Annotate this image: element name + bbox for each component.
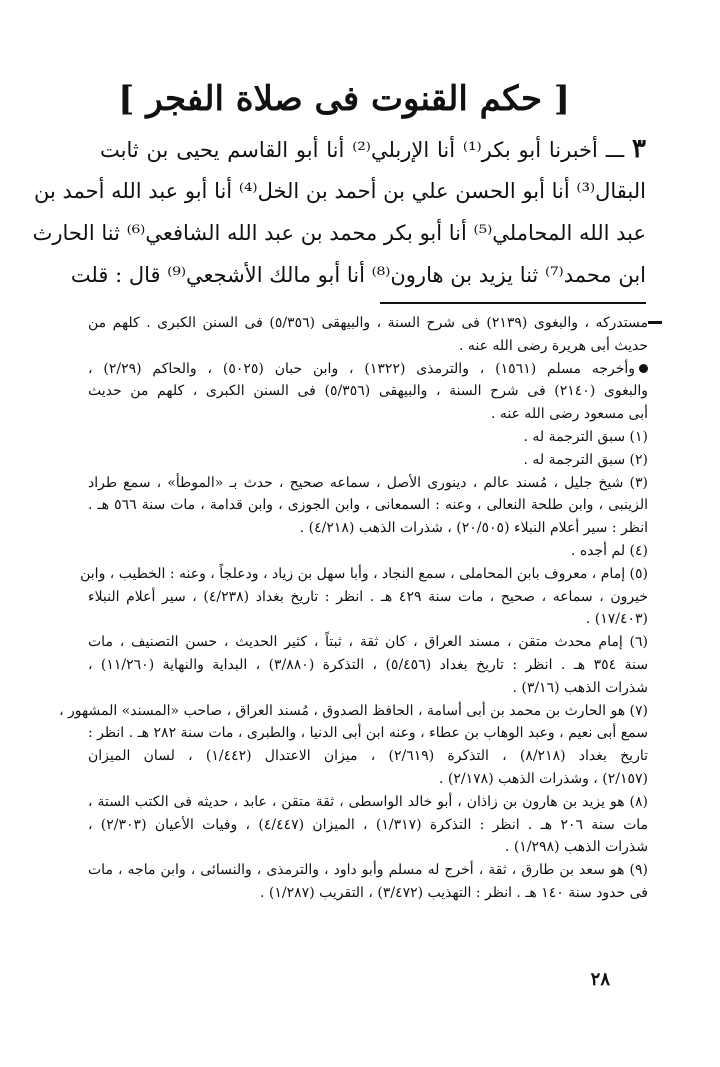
footnote-line bbox=[88, 631, 648, 654]
footnote-line bbox=[80, 563, 648, 586]
footnote-line bbox=[88, 882, 648, 905]
footnote-text: (٣) شيخ جليل ، مُسند عالم ، دينورى الأصل ، سماعه صحيح ، حدث بـ «الموطأ» ، سمع طراد bbox=[88, 474, 648, 491]
footnote-line bbox=[88, 814, 648, 837]
footnote-line bbox=[88, 494, 648, 517]
section-title: [ حكم القنوت فى صلاة الفجر ] bbox=[118, 79, 570, 119]
footnote-line bbox=[88, 859, 648, 882]
footnote-line bbox=[88, 517, 648, 540]
footnote-text: تاريخ بغداد (٨/٢١٨) ، التذكرة (٢/٦١٩) ، ميزان الاعتدال (١/٤٤٢) ، لسان الميزان bbox=[88, 748, 648, 765]
hadith-line-2: البقال⁽³⁾ أنا أبو الحسن علي بن أحمد بن الخل⁽⁴⁾ أنا أبو عبد الله أحمد بن bbox=[34, 179, 646, 203]
footnote-text: شذرات الذهب (٣/١٦) . bbox=[512, 679, 648, 696]
footnote-line bbox=[88, 380, 648, 403]
footnote-text: (٦) إمام محدث متقن ، مسند العراق ، كان ثقة ، ثبتاً ، كثير الحديث ، حسن التصنيف ، مات bbox=[88, 634, 648, 651]
footnote-line bbox=[88, 836, 648, 859]
hadith-line-3: عبد الله المحاملي⁽⁵⁾ أنا أبو بكر محمد بن عبد الله الشافعي⁽⁶⁾ ثنا الحارث bbox=[32, 221, 646, 245]
hadith-dash: ـــ bbox=[605, 138, 625, 162]
footnote-text: الزينبى ، وابن طلحة النعالى ، وعنه : السمعانى ، وابن الجوزى ، وابن قدامة ، مات سنة ٥٦٦ هـ . bbox=[88, 497, 648, 514]
footnote-text: (٢) سبق الترجمة له . bbox=[523, 451, 648, 468]
footnote-separator bbox=[380, 302, 646, 304]
footnote-text: سنة ٣٥٤ هـ . انظر : تاريخ بغداد (٥/٤٥٦) ، التذكرة (٣/٨٨٠) ، البداية والنهاية (١١/٢٦٠) ، bbox=[88, 656, 648, 673]
footnote-line bbox=[88, 540, 648, 563]
footnote-line bbox=[88, 403, 648, 426]
footnote-line bbox=[88, 586, 648, 609]
footnote-text: (٤) لم أجده . bbox=[570, 542, 648, 559]
footnote-line bbox=[88, 745, 648, 768]
footnote-line bbox=[88, 677, 648, 700]
footnote-line bbox=[88, 449, 648, 472]
footnote-text: مات سنة ٢٠٦ هـ . انظر : التذكرة (١/٣١٧) ، الميزان (٤/٤٤٧) ، وفيات الأعيان (٢/٣٠٣) ، bbox=[88, 816, 649, 833]
footnote-text: (١٧/٤٠٣) . bbox=[585, 611, 648, 628]
page-number: ٢٨ bbox=[590, 969, 610, 990]
hadith-line-4: ابن محمد⁽⁷⁾ ثنا يزيد بن هارون⁽⁸⁾ أنا أبو مالك الأشجعي⁽⁹⁾ قال : قلت bbox=[70, 263, 646, 287]
footnote-text: انظر : سير أعلام النبلاء (٢٠/٥٠٥) ، شذرات الذهب (٤/٢١٨) . bbox=[299, 520, 648, 537]
footnote-line bbox=[59, 700, 648, 723]
footnote-text: شذرات الذهب (١/٢٩٨) . bbox=[504, 839, 648, 856]
footnote-text: (١) سبق الترجمة له . bbox=[523, 428, 648, 445]
footnotes bbox=[59, 312, 649, 905]
hadith-number: ٣ bbox=[632, 134, 646, 164]
footnote-line bbox=[88, 472, 648, 495]
footnote-line bbox=[88, 608, 648, 631]
footnote-line bbox=[88, 654, 648, 677]
footnote-text: (٩) هو سعد بن طارق ، ثقة ، أخرج له مسلم وأبو داود ، والترمذى ، والنسائى ، وابن ماجه ، مات bbox=[88, 862, 648, 879]
footnote-text: حديث أبى هريرة رضى الله عنه . bbox=[458, 337, 648, 354]
hadith-line-1: ٣ ـــ أخبرنا أبو بكر⁽¹⁾ أنا الإربلي⁽²⁾ أنا أبو القاسم يحيى بن ثابت bbox=[100, 134, 646, 164]
footnote-text: (٧) هو الحارث بن محمد بن أبى أسامة ، الحافظ الصدوق ، مُسند العراق ، صاحب «المسند» المشهور ، bbox=[59, 702, 648, 719]
footnote-text: مستدركه ، والبغوى (٢١٣٩) فى شرح السنة ، والبيهقى (٥/٣٥٦) فى السنن الكبرى . كلهم من bbox=[88, 315, 648, 331]
footnote-line bbox=[88, 312, 648, 335]
footnote-text: وأخرجه مسلم (١٥٦١) ، والترمذى (١٣٢٢) ، وابن حبان (٥٠٢٥) ، والحاكم (٢/٢٩) ، bbox=[88, 360, 636, 377]
footnote-text: (٥) إمام ، معروف بابن المحاملى ، سمع النجاد ، وأبا سهل بن زياد ، ودعلجاً ، وعنه : الخطيب ، وابن bbox=[80, 565, 648, 582]
footnote-text: فى حدود سنة ١٤٠ هـ . انظر : التهذيب (٣/٤٧٢) ، التقريب (١/٢٨٧) . bbox=[260, 884, 648, 901]
continuation-mark bbox=[648, 321, 662, 324]
footnote-text: خيرون ، سماعه ، صحيح ، مات سنة ٤٢٩ هـ . انظر : تاريخ بغداد (٤/٢٣٨) ، سير أعلام النبلاء bbox=[88, 588, 648, 605]
footnote-text: أبى مسعود رضى الله عنه . bbox=[490, 406, 648, 423]
footnote-text: (٨) هو يزيد بن هارون بن زاذان ، أبو خالد الواسطى ، ثقة متقن ، عابد ، حديثه فى الكتب الستة ، bbox=[88, 793, 648, 810]
bullet-icon bbox=[639, 364, 648, 373]
footnote-line bbox=[88, 722, 648, 745]
footnote-line bbox=[88, 358, 648, 381]
footnote-line bbox=[88, 426, 648, 449]
footnote-line bbox=[88, 768, 648, 791]
footnote-text: والبغوى (٢١٤٠) فى شرح السنة ، والبيهقى (٥/٣٥٦) فى السنن الكبرى ، كلهم من حديث bbox=[88, 383, 649, 400]
footnote-line bbox=[88, 791, 648, 814]
hadith-text bbox=[32, 128, 646, 296]
footnote-text: سمع أبى نعيم ، وعبد الوهاب بن عطاء ، وعنه ابن أبى الدنيا ، والطبرى ، مات سنة ٢٨٢ هـ . انظر : bbox=[88, 725, 649, 742]
footnote-text: (٢/١٥٧) ، وشذرات الذهب (٢/١٧٨) . bbox=[439, 770, 648, 787]
footnote-line bbox=[88, 335, 648, 358]
